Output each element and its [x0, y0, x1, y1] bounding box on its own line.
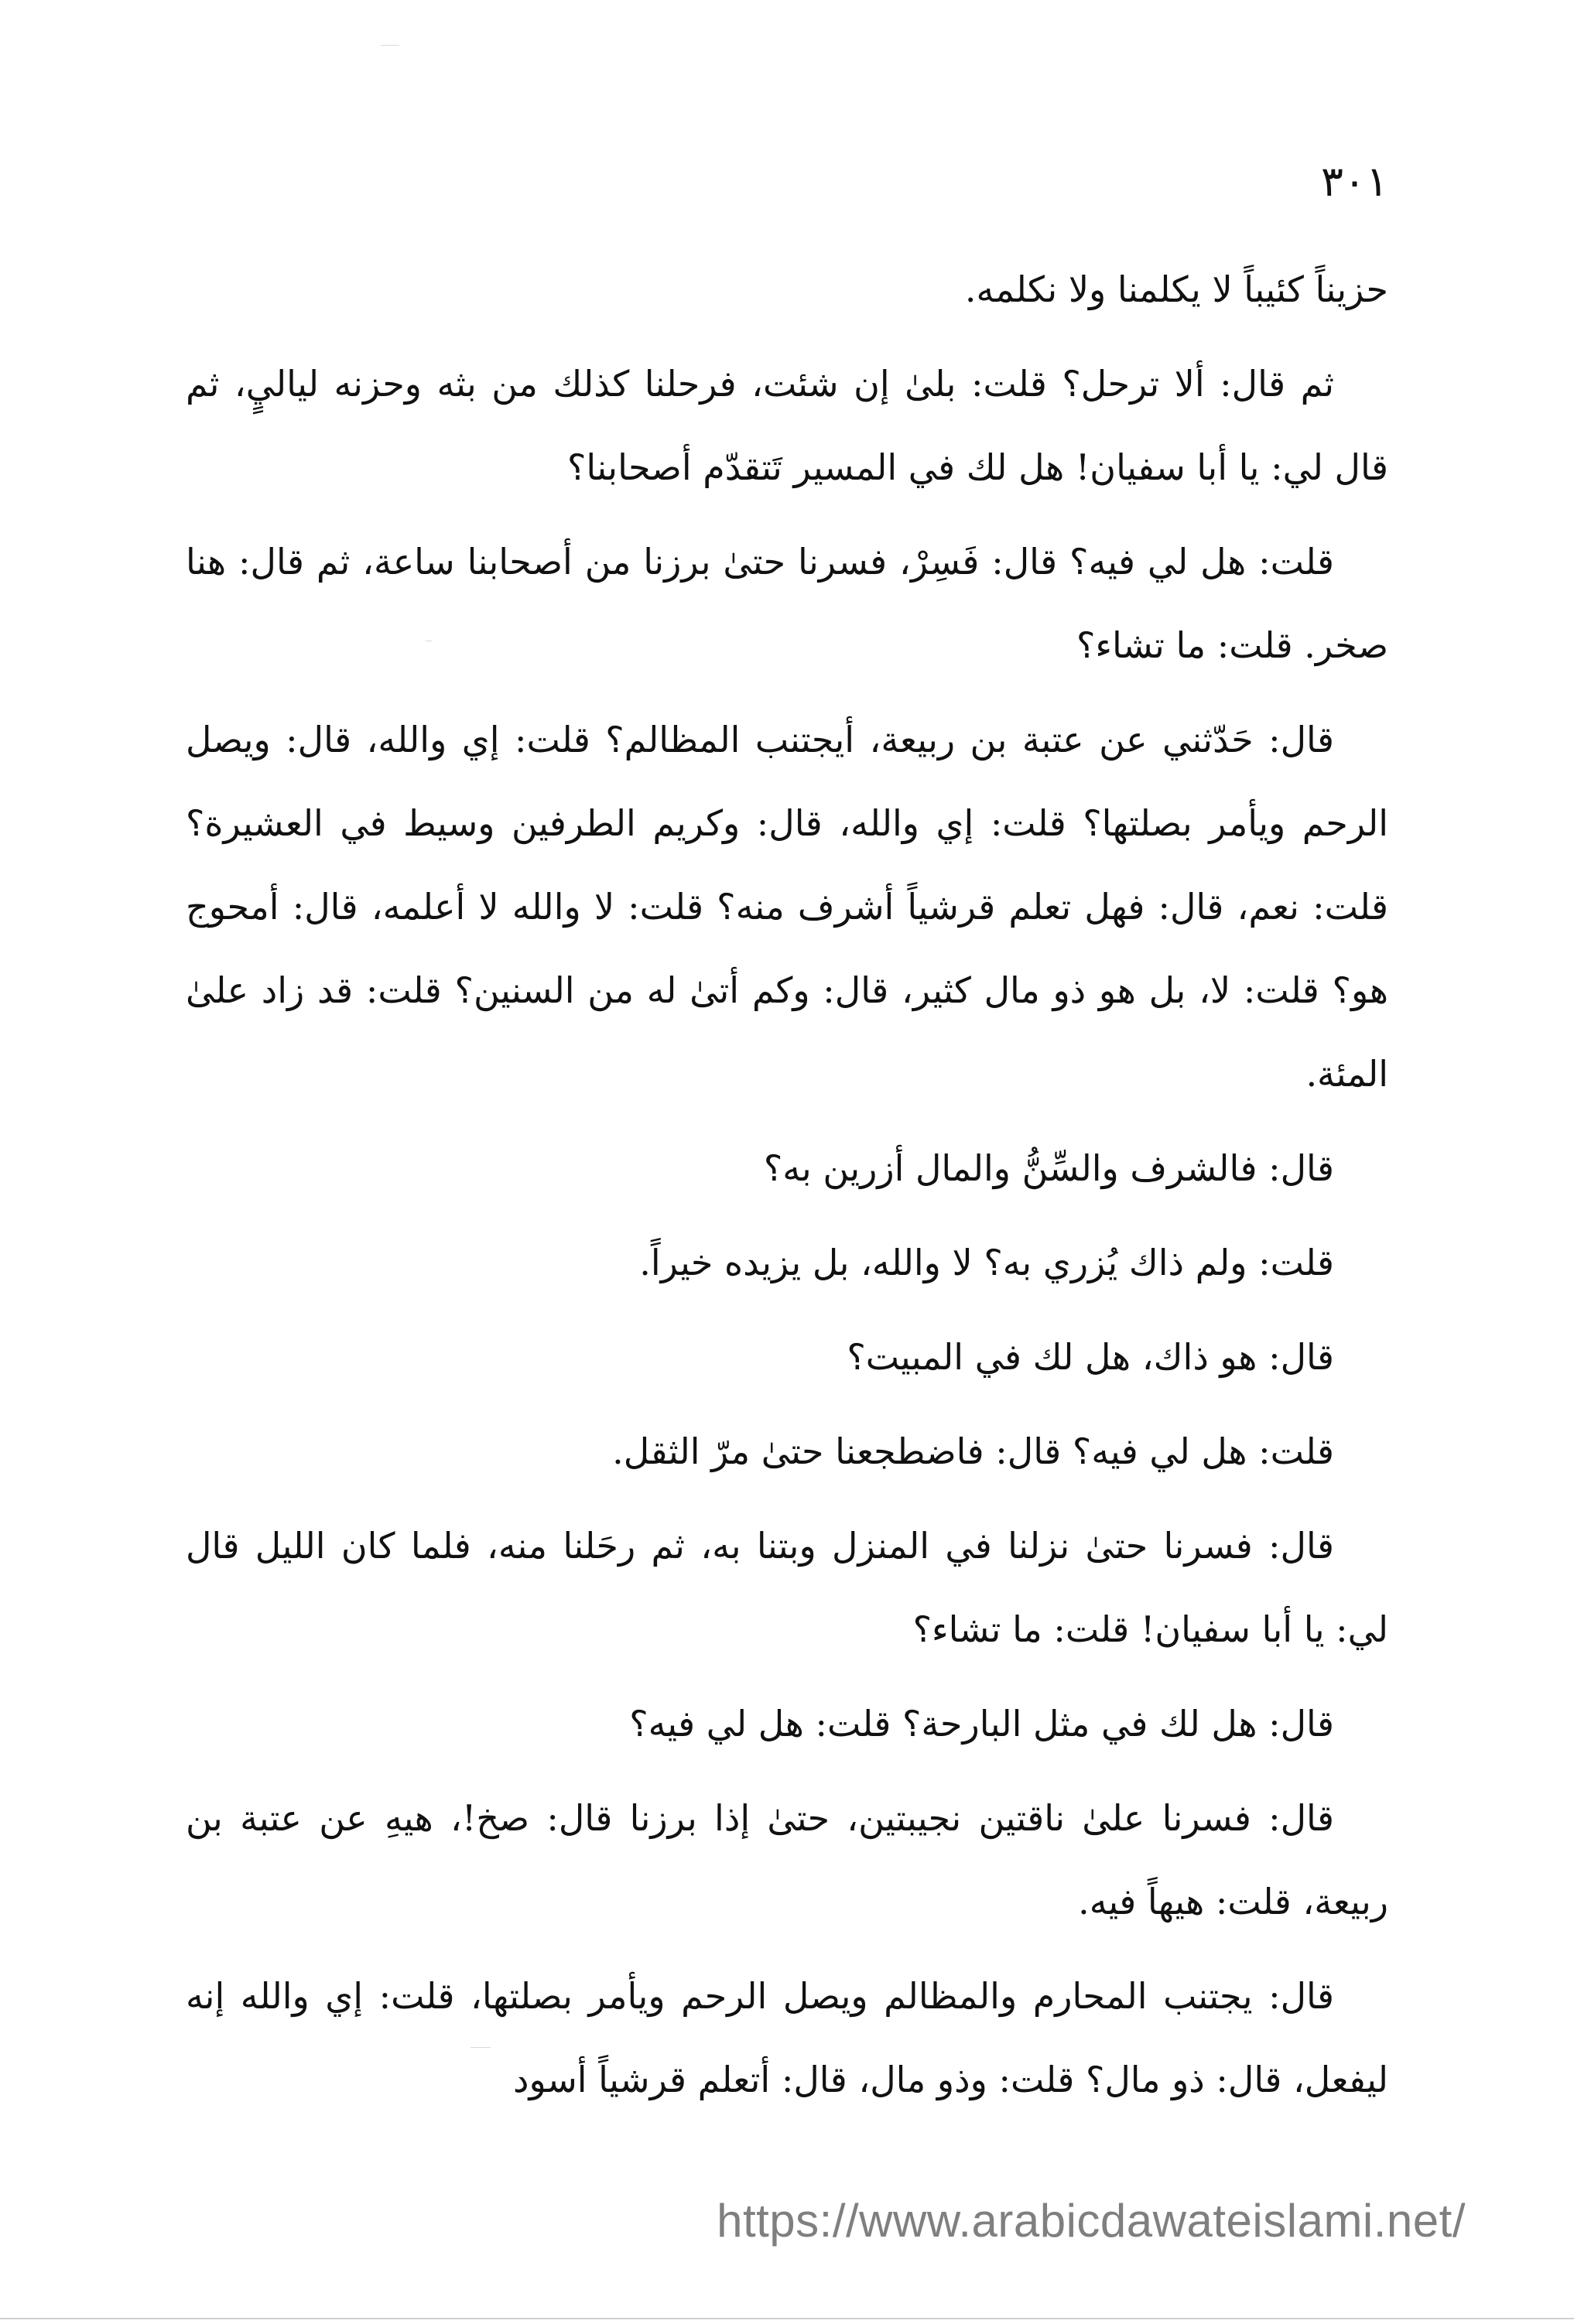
- paragraph-5: قال: فالشرف والسِّنُّ والمال أزرين به؟: [763, 1147, 1334, 1189]
- paragraph-6: قلت: ولم ذاك يُزري به؟ لا والله، بل يزيده خيراً.: [639, 1242, 1334, 1283]
- paragraph-4: قال: حَدّثني عن عتبة بن ربيعة، أيجتنب المظالم؟ قلت: إي والله، قال: ويصل الرحم ويأمر بصلتها؟ قلت: إي والله، قال: وكريم الطرفين وسيط في العشيرة؟ قلت: نعم، قال: فهل تعلم قرشياً أشرف منه؟ قلت: لا والله لا أعلمه، قال: أمحوج هو؟ قلت: لا، بل هو ذو مال كثير، قال: وكم أتىٰ له من السنين؟ قلت: قد زاد علىٰ المئة.: [186, 719, 1388, 1095]
- paragraph-3: قلت: هل لي فيه؟ قال: فَسِرْ، فسرنا حتىٰ برزنا من أصحابنا ساعة، ثم قال: هنا صخر. قلت: ما تشاء؟: [186, 541, 1388, 666]
- paragraph-1: حزيناً كئيباً لا يكلمنا ولا نكلمه.: [964, 268, 1388, 310]
- scan-mark-top: [381, 45, 399, 46]
- paragraph-11: قال: فسرنا علىٰ ناقتين نجيبتين، حتىٰ إذا برزنا قال: صخ!، هيهِ عن عتبة بن ربيعة، قلت: هيهاً فيه.: [186, 1797, 1388, 1922]
- source-url: https://www.arabicdawateislami.net/: [717, 2195, 1466, 2247]
- scan-edge-line: [0, 2318, 1574, 2319]
- page-number: ٣٠١: [1320, 157, 1388, 206]
- paragraph-9: قال: فسرنا حتىٰ نزلنا في المنزل وبتنا به، ثم رحَلنا منه، فلما كان الليل قال لي: يا أبا سفيان! قلت: ما تشاء؟: [186, 1525, 1388, 1650]
- scan-mark-bottom: [470, 2047, 491, 2048]
- body-text: [186, 248, 1388, 2132]
- paragraph-7: قال: هو ذاك، هل لك في المبيت؟: [847, 1336, 1334, 1378]
- paragraph-12: قال: يجتنب المحارم والمظالم ويصل الرحم ويأمر بصلتها، قلت: إي والله إنه ليفعل، قال: ذو مال؟ قلت: وذو مال، قال: أتعلم قرشياً أسود: [186, 1975, 1388, 2100]
- paragraph-10: قال: هل لك في مثل البارحة؟ قلت: هل لي فيه؟: [629, 1703, 1334, 1745]
- paragraph-2: ثم قال: ألا ترحل؟ قلت: بلىٰ إن شئت، فرحلنا كذلك من بثه وحزنه لياليٍ، ثم قال لي: يا أبا سفيان! هل لك في المسير تَتقدّم أصحابنا؟: [186, 363, 1388, 488]
- paragraph-8: قلت: هل لي فيه؟ قال: فاضطجعنا حتىٰ مرّ الثقل.: [612, 1430, 1334, 1472]
